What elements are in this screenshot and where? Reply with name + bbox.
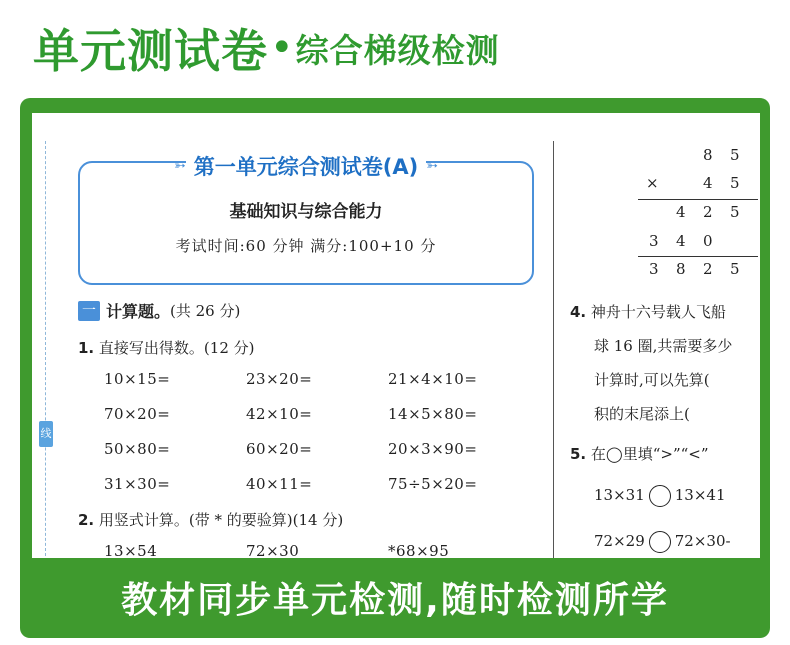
calc-item: 60×20= xyxy=(246,440,313,458)
vertical-calc-item: 13×54 xyxy=(104,542,158,558)
title-decoration-left: ➳ xyxy=(174,158,186,174)
calc-item: 42×10= xyxy=(246,405,313,423)
calc-digit: 8 xyxy=(703,146,713,164)
paper-subtitle: 基础知识与综合能力 xyxy=(229,202,383,222)
calc-digit: 5 xyxy=(730,260,740,278)
calc-digit: 8 xyxy=(676,260,686,278)
calc-digit: 4 xyxy=(676,232,686,250)
header-title-small: 综合梯级检测 xyxy=(295,30,500,70)
calc-item: 20×3×90= xyxy=(388,440,478,458)
question-text: 在◯里填“>”“<” xyxy=(590,445,709,463)
question-4-line: 球 16 圈,共需要多少 xyxy=(594,337,733,355)
calc-item: 75÷5×20= xyxy=(388,475,478,493)
question-4-line: 积的末尾添上( xyxy=(594,405,690,423)
section-heading xyxy=(78,299,240,322)
calc-item: 21×4×10= xyxy=(388,370,478,388)
bottom-banner xyxy=(20,558,770,636)
calc-digit: 5 xyxy=(730,174,740,192)
calc-item: 40×11= xyxy=(246,475,313,493)
compare-right: 72×30- xyxy=(674,532,731,550)
calc-rule xyxy=(638,199,758,200)
calc-item: 14×5×80= xyxy=(388,405,478,423)
compare-item xyxy=(594,531,731,553)
calc-digit: 4 xyxy=(703,174,713,192)
question-number: 2. xyxy=(78,511,95,529)
binding-line xyxy=(45,141,46,558)
calc-item: 70×20= xyxy=(104,405,171,423)
question-5 xyxy=(570,443,709,464)
vertical-calc-item: 72×30 xyxy=(246,542,300,558)
calc-item: 50×80= xyxy=(104,440,171,458)
calc-digit: 3 xyxy=(649,260,659,278)
binding-label: 线 xyxy=(39,421,53,447)
calc-digit: 5 xyxy=(730,146,740,164)
calc-item: 31×30= xyxy=(104,475,171,493)
section-points: (共 26 分) xyxy=(170,302,241,320)
question-2 xyxy=(78,509,343,530)
calc-digit: 2 xyxy=(703,203,713,221)
question-text: 神舟十六号载人飞船 xyxy=(590,303,726,321)
answer-circle[interactable] xyxy=(649,485,671,507)
question-4-line: 计算时,可以先算( xyxy=(594,371,710,389)
title-row xyxy=(78,151,534,181)
section-title: 计算题。 xyxy=(106,302,171,321)
calc-digit: 2 xyxy=(703,260,713,278)
paper-title: 第一单元综合测试卷(A) xyxy=(186,151,426,181)
compare-left: 13×31 xyxy=(594,486,645,504)
compare-right: 13×41 xyxy=(674,486,726,504)
calc-digit: 3 xyxy=(649,232,659,250)
calc-item: 10×15= xyxy=(104,370,171,388)
section-badge: 一 xyxy=(78,301,100,321)
column-divider xyxy=(553,141,554,558)
calc-digit: 0 xyxy=(703,232,713,250)
page-header xyxy=(33,8,500,88)
calc-rule xyxy=(638,256,758,257)
calc-digit: 4 xyxy=(676,203,686,221)
exam-paper xyxy=(32,113,760,558)
question-4 xyxy=(570,301,726,322)
compare-left: 72×29 xyxy=(594,532,645,550)
header-title-big: 单元测试卷 xyxy=(33,24,268,78)
header-separator: • xyxy=(270,25,294,71)
question-text: 用竖式计算。(带 * 的要验算)(14 分) xyxy=(98,511,344,529)
question-number: 5. xyxy=(570,445,587,463)
question-1 xyxy=(78,337,254,358)
answer-circle[interactable] xyxy=(649,531,671,553)
banner-text: 教材同步单元检测,随时检测所学 xyxy=(121,579,669,621)
title-decoration-right: ➳ xyxy=(426,158,438,174)
compare-item xyxy=(594,485,726,507)
question-number: 1. xyxy=(78,339,95,357)
question-text: 直接写出得数。(12 分) xyxy=(98,339,255,357)
calc-operator: × xyxy=(646,174,659,192)
exam-info: 考试时间:60 分钟 满分:100+10 分 xyxy=(175,237,437,255)
calc-item: 23×20= xyxy=(246,370,313,388)
question-number: 4. xyxy=(570,303,587,321)
vertical-calc-item: *68×95 xyxy=(388,542,450,558)
calc-digit: 5 xyxy=(730,203,740,221)
